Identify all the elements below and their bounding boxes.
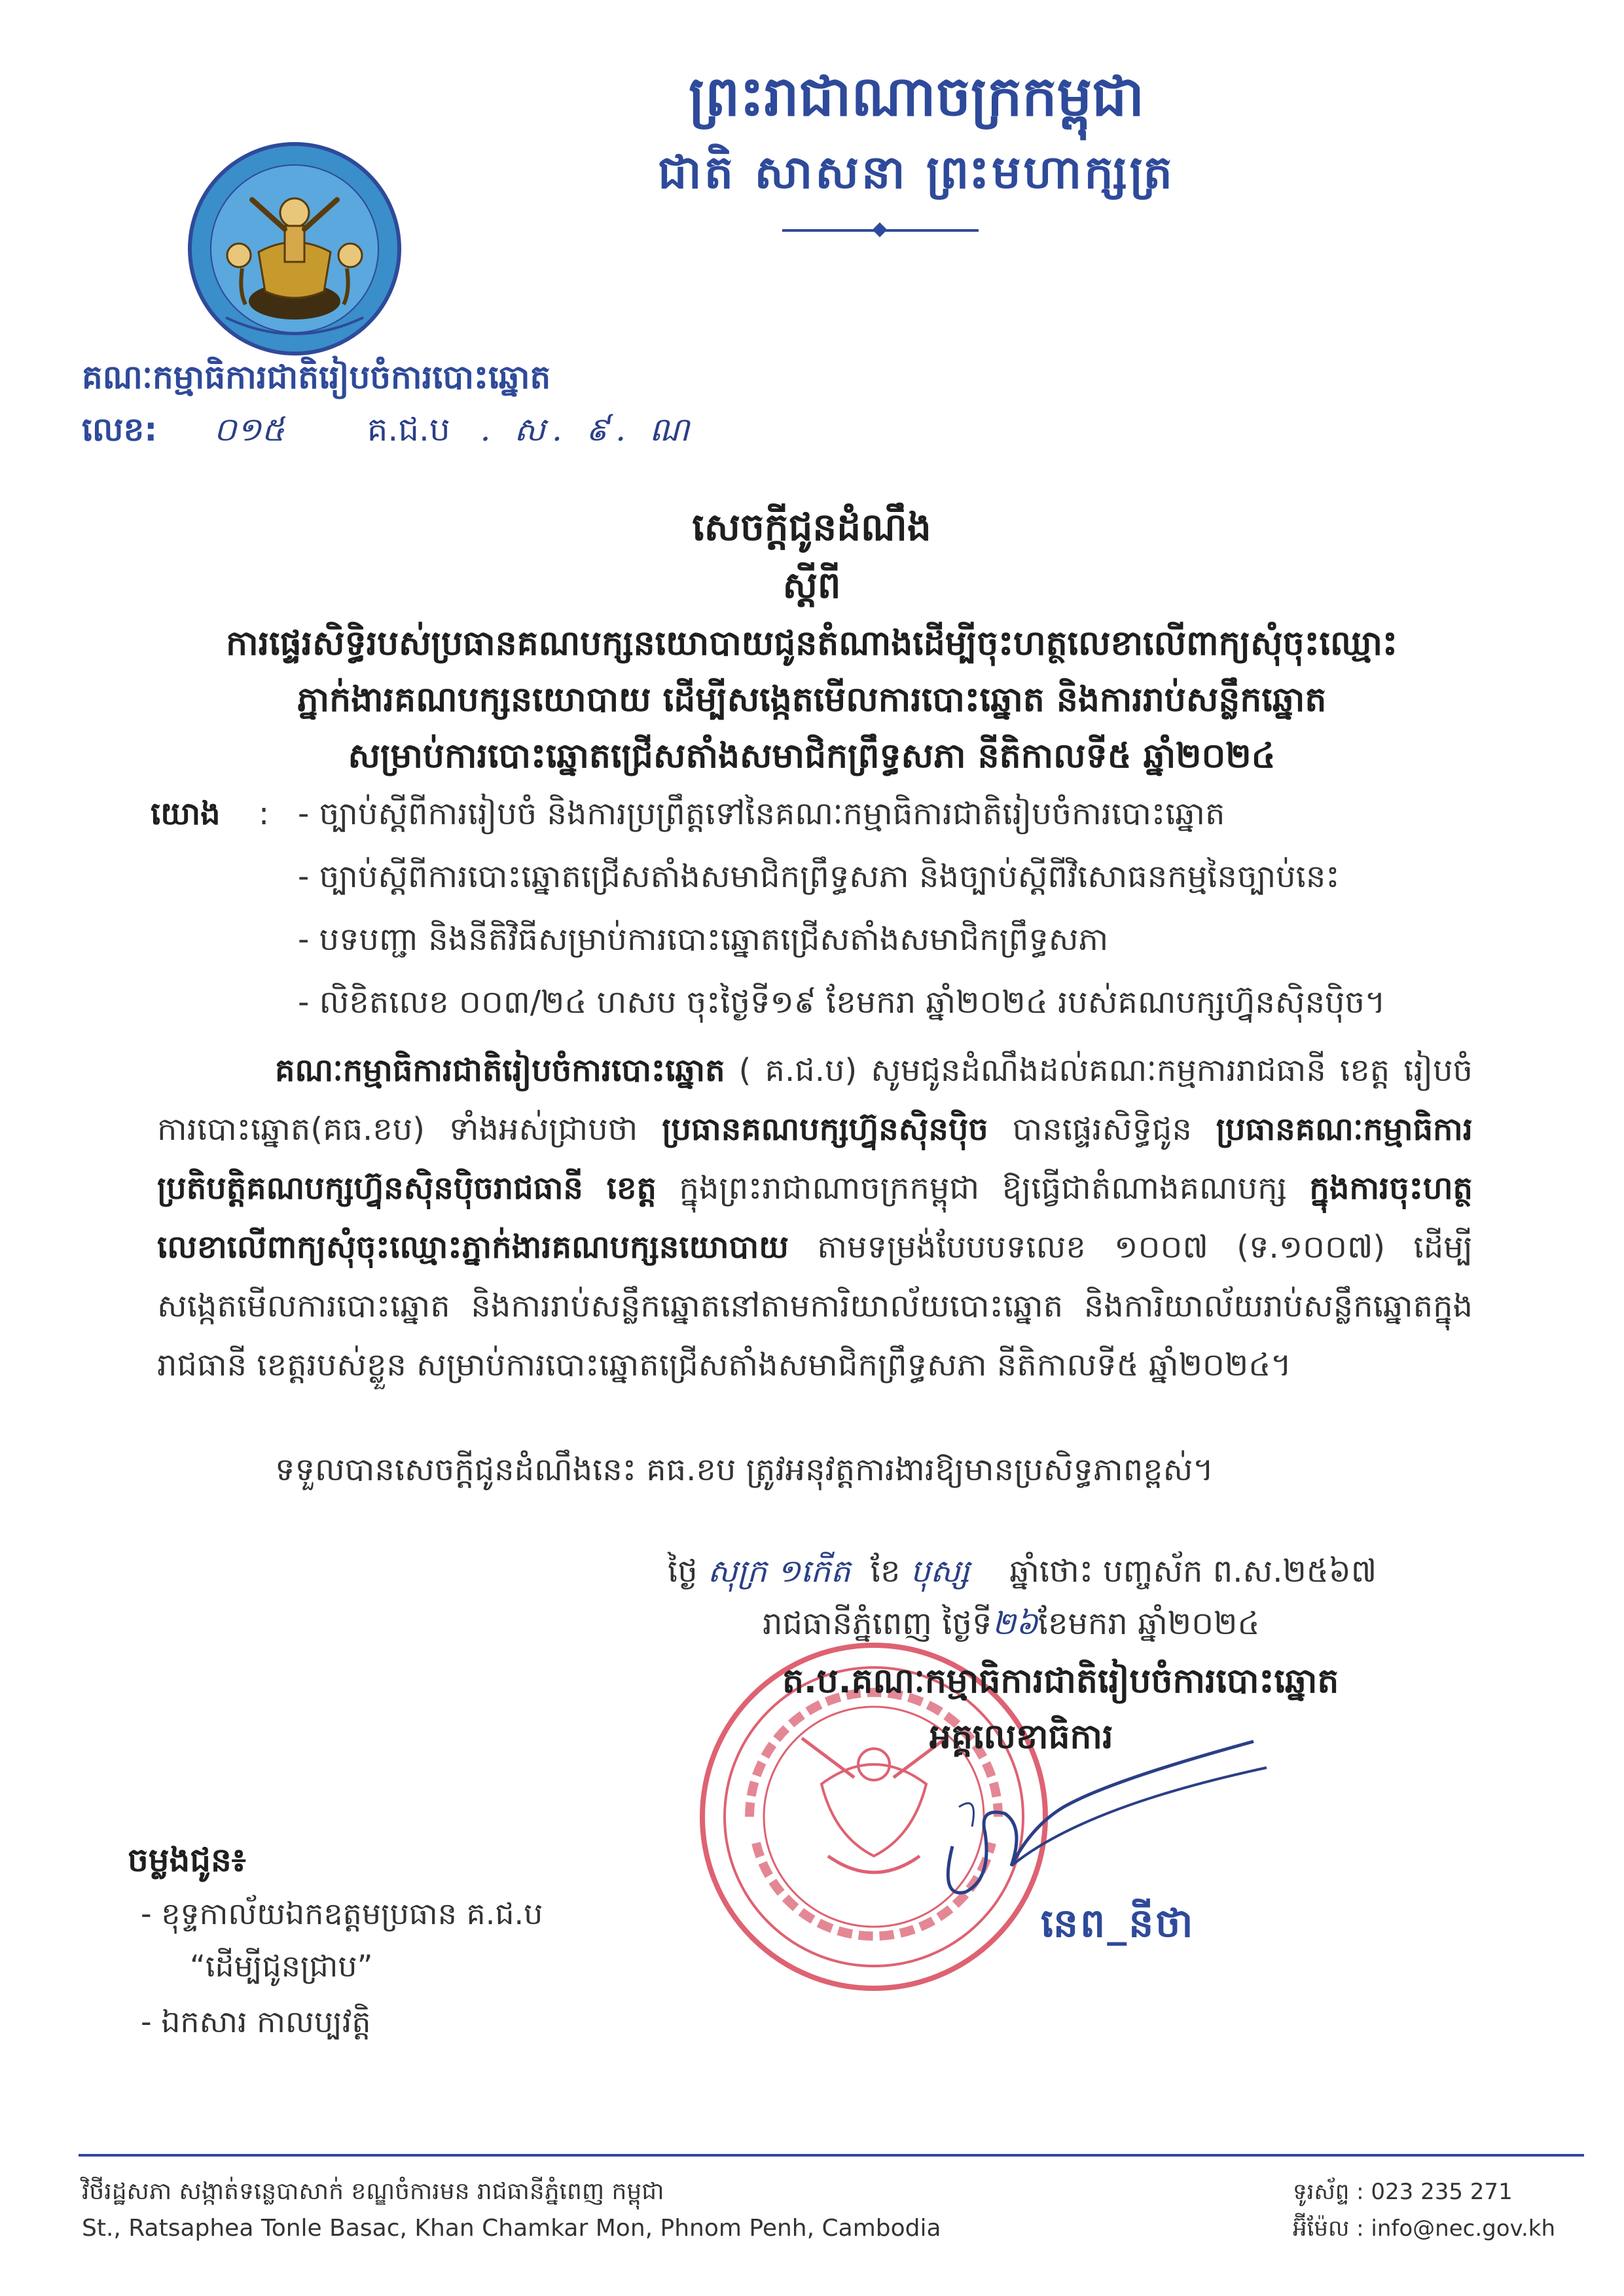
address-english: St., Ratsaphea Tonle Basac, Khan Chamkar Mon, Phnom Penh, Cambodia [82, 2215, 941, 2242]
notice-about: ស្តីពី [782, 564, 841, 607]
solar-date-suffix: ខែមករា ឆ្នាំ២០២៤ [1038, 1605, 1260, 1642]
reference-number-row [82, 409, 696, 457]
signatory-organization: ត.ប.គណៈកម្មាធិការជាតិរៀបចំការបោះឆ្នោត [782, 1662, 1339, 1701]
motto-divider-ornament [873, 223, 888, 238]
notice-title: សេចក្តីជូនដំណឹង [692, 505, 931, 549]
reference-item: - បទបញ្ជា និងនីតិវិធីសម្រាប់ការបោះឆ្នោតជ្រើសតាំងសមាជិកព្រឹទ្ធសភា [298, 921, 1109, 958]
body-bold-party-president: ប្រធានគណបក្សហ្វ៊ុនស៊ិនប៉ិច [662, 1111, 988, 1148]
references-label: យោង [151, 795, 221, 832]
solar-day-handwritten: ២៦ [992, 1605, 1038, 1642]
address-khmer: វិថីរដ្ឋសភា សង្កាត់ទន្លេបាសាក់ ខណ្ឌចំការមន រាជធានីភ្នំពេញ កម្ពុជា [82, 2178, 664, 2205]
signatory-name: នេព_នីថា [1041, 1901, 1195, 1946]
body-text: ( គ.ជ.ប) សូមជូនដំណឹងដល់គណៈកម្មការរាជធានី ខេត្ត រៀបចំការបោះឆ្នោត(គធ.ខប) ទាំងអស់ជ្រាបថា [157, 1052, 1473, 1148]
body-text: បានផ្ទេរសិទ្ធិជូន [988, 1111, 1216, 1148]
body-text: តាមទម្រង់បែបបទលេខ ១០០៧ (ទ.១០០៧) ដើម្បីសង្កេតមើលការបោះឆ្នោត និងការរាប់សន្លឹកឆ្នោតនៅតាមការិយាល័យបោះឆ្នោត និងការិយាល័យរាប់សន្លឹកឆ្នោតក្នុងរាជធានី ខេត្តរបស់ខ្លួន សម្រាប់ការបោះឆ្នោតជ្រើសតាំងសមាជិកព្រឹទ្ធសភា នីតិកាលទី៥ ឆ្នាំ២០២៤។ [157, 1229, 1473, 1383]
reference-label: លេខ: [82, 410, 158, 448]
references-colon: : [259, 795, 270, 832]
reference-suffix: . ស. ៩. ណ [480, 410, 696, 448]
contact-email: អ៊ីម៉ែល : info@nec.gov.kh [1293, 2215, 1556, 2242]
lunar-date [668, 1552, 1377, 1597]
copy-to-item: - ឯកសារ កាលប្បវត្តិ [141, 2004, 371, 2039]
copy-to-item: “ដើម្បីជូនជ្រាប” [190, 1948, 373, 1984]
lunar-month-label: ខែ [870, 1553, 901, 1590]
contact-phone: ទូរស័ព្ទ : 023 235 271 [1293, 2179, 1513, 2205]
closing-sentence: ទទួលបានសេចក្តីជូនដំណឹងនេះ គធ.ខប ត្រូវអនុវត្តការងារឱ្យមានប្រសិទ្ធភាពខ្ពស់។ [275, 1451, 1214, 1488]
body-bold-nec: គណៈកម្មាធិការជាតិរៀបចំការបោះឆ្នោត [275, 1052, 725, 1089]
copy-to-item: - ខុទ្ទកាល័យឯកឧត្តមប្រធាន គ.ជ.ប [141, 1896, 543, 1931]
lunar-day-handwritten: សុក្រ ១កេីត [707, 1553, 851, 1590]
lunar-year: ឆ្នាំថោះ បញ្ចស័ក ព.ស.២៥៦៧ [1009, 1553, 1377, 1590]
reference-item: - លិខិតលេខ ០០៣/២៤ ហសប ចុះថ្ងៃទី១៩ ខែមករា ឆ្នាំ២០២៤ របស់គណបក្សហ្វ៊ុនស៊ិនប៉ិច។ [298, 984, 1386, 1021]
handwritten-signature [913, 1728, 1280, 1925]
footer-contact [1293, 2174, 1555, 2247]
subject-line: ភ្នាក់ងារគណបក្សនយោបាយ ដើម្បីសង្កេតមើលការបោះឆ្នោត និងការរាប់សន្លឹកឆ្នោត [297, 680, 1327, 720]
solar-date-prefix: រាជធានីភ្នំពេញ ថ្ងៃទី [763, 1605, 992, 1642]
nec-emblem-logo [187, 141, 403, 357]
lunar-month-handwritten: បុស្ស [910, 1553, 970, 1590]
body-bold-executive-committee: ប្រធានគណៈកម្មាធិការប្រតិបត្តិគណបក្សហ្វ៊ុនស៊ិនប៉ិចរាជធានី ខេត្ត [157, 1111, 1473, 1207]
kingdom-heading: ព្រះរាជាណាចក្រកម្ពុជា [688, 64, 1145, 128]
signatory-role: អគ្គលេខាធិការ [929, 1717, 1113, 1757]
lunar-day-prefix: ថ្ងៃ [668, 1553, 698, 1590]
body-text: ក្នុងព្រះរាជាណាចក្រកម្ពុជា ឱ្យធ្វើជាតំណាងគណបក្ស [656, 1170, 1310, 1207]
footer-address [82, 2174, 941, 2247]
references-list [298, 782, 1525, 1034]
copy-to-label: ចម្លងជូន៖ [128, 1841, 246, 1879]
footer-divider [79, 2154, 1584, 2157]
reference-code: គ.ជ.ប [367, 410, 450, 448]
notice-title-block [164, 498, 1460, 784]
subject-line: សម្រាប់ការបោះឆ្នោតជ្រើសតាំងសមាជិកព្រឹទ្ធសភា នីតិកាលទី៥ ឆ្នាំ២០២៤ [348, 737, 1276, 776]
reference-number: ០១៥ [213, 410, 285, 448]
reference-item: - ច្បាប់ស្តីពីការបោះឆ្នោតជ្រើសតាំងសមាជិកព្រឹទ្ធសភា និងច្បាប់ស្តីពីវិសោធនកម្មនៃច្បាប់នេះ [298, 858, 1340, 895]
notice-body-paragraph [157, 1041, 1473, 1394]
national-motto: ជាតិ សាសនា ព្រះមហាក្សត្រ [658, 145, 1175, 199]
subject-line: ការផ្ទេរសិទ្ធិរបស់ប្រធានគណបក្សនយោបាយជូនតំណាងដើម្បីចុះហត្ថលេខាលើពាក្យសុំចុះឈ្មោះ [226, 624, 1398, 663]
reference-item: - ច្បាប់ស្តីពីការរៀបចំ និងការប្រព្រឹត្តទៅនៃគណៈកម្មាធិការជាតិរៀបចំការបោះឆ្នោត [298, 795, 1225, 832]
body-bold-signing-purpose: ក្នុងការចុះហត្ថលេខាលើពាក្យសុំចុះឈ្មោះភ្នាក់ងារគណបក្សនយោបាយ [157, 1170, 1473, 1266]
issuing-organization: គណៈកម្មាធិការជាតិរៀបចំការបោះឆ្នោត [82, 358, 551, 396]
